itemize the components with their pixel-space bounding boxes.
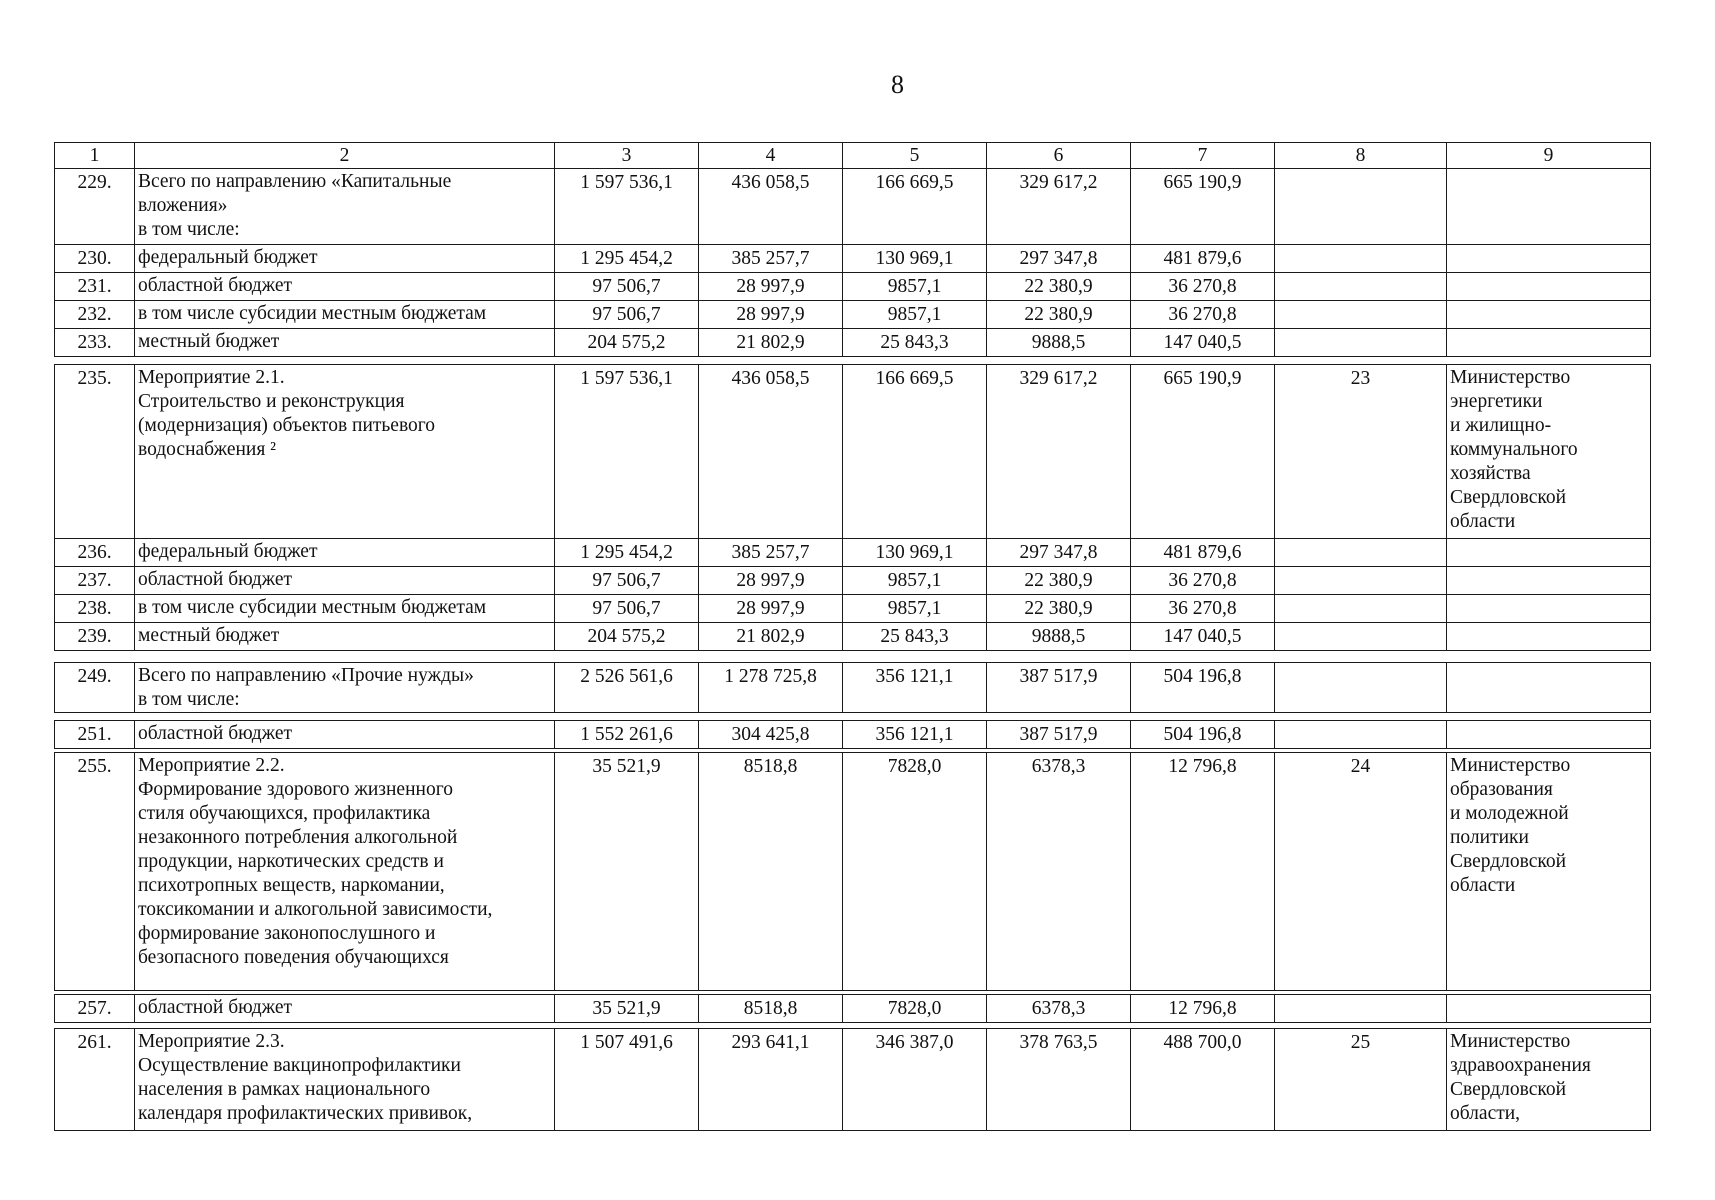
header-col-1: 1 [55,143,135,169]
target-ref [1275,623,1447,651]
table-row [55,595,1651,623]
value-col-6: 22 380,9 [987,273,1131,301]
target-ref [1275,663,1447,713]
row-number: 230. [55,245,135,273]
responsible-org: Министерство образования и молодежной политики Свердловской области [1447,753,1651,991]
table-row [55,539,1651,567]
table-block-measure-2-1 [54,364,1651,651]
value-col-5: 356 121,1 [843,663,987,713]
table-row [55,753,1651,991]
value-col-5: 25 843,3 [843,623,987,651]
row-name: Мероприятие 2.2. Формирование здорового жизненного стиля обучающихся, профилактика незаконного потребления алкогольной продукции, наркотических средств и психотропных веществ, наркомании, токсикомании и алкогольной зависимости, формирование законопослушного и безопасного поведения обучающихся [135,753,555,991]
value-col-6: 22 380,9 [987,595,1131,623]
target-ref [1275,273,1447,301]
value-col-4: 293 641,1 [699,1029,843,1131]
value-col-4: 304 425,8 [699,721,843,749]
table-row [55,365,1651,539]
row-name: Всего по направлению «Прочие нужды» в том числе: [135,663,555,713]
value-col-6: 329 617,2 [987,365,1131,539]
table-row [55,623,1651,651]
table-row [55,995,1651,1023]
value-col-3: 1 597 536,1 [555,365,699,539]
row-number: 237. [55,567,135,595]
value-col-6: 9888,5 [987,623,1131,651]
value-col-4: 21 802,9 [699,329,843,357]
value-col-5: 7828,0 [843,995,987,1023]
header-col-4: 4 [699,143,843,169]
value-col-6: 22 380,9 [987,567,1131,595]
row-name: федеральный бюджет [135,539,555,567]
target-ref [1275,301,1447,329]
responsible-org: Министерство энергетики и жилищно- коммунального хозяйства Свердловской области [1447,365,1651,539]
value-col-7: 504 196,8 [1131,663,1275,713]
row-number: 239. [55,623,135,651]
responsible-org [1447,169,1651,245]
target-ref [1275,245,1447,273]
value-col-7: 12 796,8 [1131,995,1275,1023]
row-number: 249. [55,663,135,713]
row-number: 238. [55,595,135,623]
responsible-org [1447,995,1651,1023]
value-col-3: 35 521,9 [555,753,699,991]
value-col-5: 346 387,0 [843,1029,987,1131]
header-col-6: 6 [987,143,1131,169]
value-col-3: 97 506,7 [555,595,699,623]
row-name: областной бюджет [135,567,555,595]
value-col-3: 97 506,7 [555,567,699,595]
header-col-9: 9 [1447,143,1651,169]
value-col-4: 436 058,5 [699,169,843,245]
row-number: 229. [55,169,135,245]
header-col-8: 8 [1275,143,1447,169]
responsible-org [1447,567,1651,595]
target-ref [1275,995,1447,1023]
target-ref [1275,539,1447,567]
table-row [55,567,1651,595]
row-name: местный бюджет [135,329,555,357]
value-col-3: 1 552 261,6 [555,721,699,749]
value-col-4: 28 997,9 [699,273,843,301]
table-row [55,301,1651,329]
table-row [55,329,1651,357]
value-col-4: 28 997,9 [699,595,843,623]
value-col-6: 6378,3 [987,753,1131,991]
table-block-other-needs [54,662,1651,713]
value-col-3: 1 597 536,1 [555,169,699,245]
table-block-capital-investments [54,168,1651,357]
value-col-5: 25 843,3 [843,329,987,357]
row-name: Мероприятие 2.1. Строительство и реконструкция (модернизация) объектов питьевого водоснабжения ² [135,365,555,539]
value-col-3: 204 575,2 [555,623,699,651]
target-ref: 23 [1275,365,1447,539]
row-number: 261. [55,1029,135,1131]
value-col-4: 28 997,9 [699,567,843,595]
value-col-7: 36 270,8 [1131,273,1275,301]
table-row [55,169,1651,245]
value-col-5: 130 969,1 [843,539,987,567]
responsible-org [1447,663,1651,713]
value-col-7: 147 040,5 [1131,623,1275,651]
responsible-org [1447,301,1651,329]
value-col-7: 12 796,8 [1131,753,1275,991]
table-block-measure-2-2-regional [54,994,1651,1023]
row-number: 232. [55,301,135,329]
value-col-5: 7828,0 [843,753,987,991]
value-col-5: 9857,1 [843,273,987,301]
value-col-3: 97 506,7 [555,273,699,301]
value-col-4: 21 802,9 [699,623,843,651]
responsible-org [1447,595,1651,623]
value-col-5: 166 669,5 [843,365,987,539]
responsible-org [1447,539,1651,567]
value-col-7: 147 040,5 [1131,329,1275,357]
header-col-5: 5 [843,143,987,169]
table-row [55,721,1651,749]
row-number: 233. [55,329,135,357]
row-name: в том числе субсидии местным бюджетам [135,301,555,329]
value-col-5: 166 669,5 [843,169,987,245]
table-row [55,1029,1651,1131]
responsible-org [1447,329,1651,357]
value-col-6: 378 763,5 [987,1029,1131,1131]
value-col-3: 1 295 454,2 [555,539,699,567]
table-row [55,663,1651,713]
value-col-4: 385 257,7 [699,539,843,567]
value-col-6: 297 347,8 [987,245,1131,273]
value-col-3: 1 295 454,2 [555,245,699,273]
value-col-4: 385 257,7 [699,245,843,273]
target-ref [1275,169,1447,245]
row-number: 236. [55,539,135,567]
value-col-7: 36 270,8 [1131,567,1275,595]
value-col-3: 1 507 491,6 [555,1029,699,1131]
value-col-7: 504 196,8 [1131,721,1275,749]
row-number: 251. [55,721,135,749]
value-col-6: 6378,3 [987,995,1131,1023]
target-ref [1275,721,1447,749]
row-name: в том числе субсидии местным бюджетам [135,595,555,623]
value-col-3: 97 506,7 [555,301,699,329]
value-col-3: 2 526 561,6 [555,663,699,713]
value-col-4: 8518,8 [699,995,843,1023]
value-col-7: 488 700,0 [1131,1029,1275,1131]
row-number: 257. [55,995,135,1023]
value-col-5: 9857,1 [843,567,987,595]
value-col-7: 665 190,9 [1131,169,1275,245]
row-number: 255. [55,753,135,991]
value-col-4: 1 278 725,8 [699,663,843,713]
target-ref: 25 [1275,1029,1447,1131]
value-col-6: 297 347,8 [987,539,1131,567]
responsible-org [1447,721,1651,749]
value-col-3: 35 521,9 [555,995,699,1023]
table-block-measure-2-2 [54,752,1651,991]
target-ref [1275,329,1447,357]
value-col-7: 665 190,9 [1131,365,1275,539]
value-col-5: 9857,1 [843,301,987,329]
responsible-org: Министерство здравоохранения Свердловской области, [1447,1029,1651,1131]
value-col-5: 9857,1 [843,595,987,623]
row-name: Мероприятие 2.3. Осуществление вакцинопрофилактики населения в рамках национального календаря профилактических прививок, [135,1029,555,1131]
responsible-org [1447,245,1651,273]
row-name: областной бюджет [135,995,555,1023]
value-col-4: 8518,8 [699,753,843,991]
value-col-4: 28 997,9 [699,301,843,329]
row-name: федеральный бюджет [135,245,555,273]
responsible-org [1447,623,1651,651]
row-name: областной бюджет [135,721,555,749]
header-col-2: 2 [135,143,555,169]
page-number: 8 [891,70,904,99]
value-col-7: 36 270,8 [1131,301,1275,329]
value-col-6: 9888,5 [987,329,1131,357]
value-col-6: 387 517,9 [987,663,1131,713]
value-col-3: 204 575,2 [555,329,699,357]
value-col-5: 356 121,1 [843,721,987,749]
row-name: местный бюджет [135,623,555,651]
table-block-other-needs-regional [54,720,1651,749]
responsible-org [1447,273,1651,301]
row-number: 235. [55,365,135,539]
value-col-7: 481 879,6 [1131,539,1275,567]
target-ref [1275,595,1447,623]
header-col-3: 3 [555,143,699,169]
table-block-measure-2-3 [54,1028,1651,1131]
value-col-6: 329 617,2 [987,169,1131,245]
value-col-4: 436 058,5 [699,365,843,539]
row-name: Всего по направлению «Капитальные вложения» в том числе: [135,169,555,245]
row-name: областной бюджет [135,273,555,301]
value-col-7: 481 879,6 [1131,245,1275,273]
row-number: 231. [55,273,135,301]
value-col-6: 22 380,9 [987,301,1131,329]
target-ref: 24 [1275,753,1447,991]
value-col-7: 36 270,8 [1131,595,1275,623]
target-ref [1275,567,1447,595]
table-row [55,273,1651,301]
header-col-7: 7 [1131,143,1275,169]
value-col-6: 387 517,9 [987,721,1131,749]
table-row [55,245,1651,273]
table-header [54,142,1651,169]
value-col-5: 130 969,1 [843,245,987,273]
